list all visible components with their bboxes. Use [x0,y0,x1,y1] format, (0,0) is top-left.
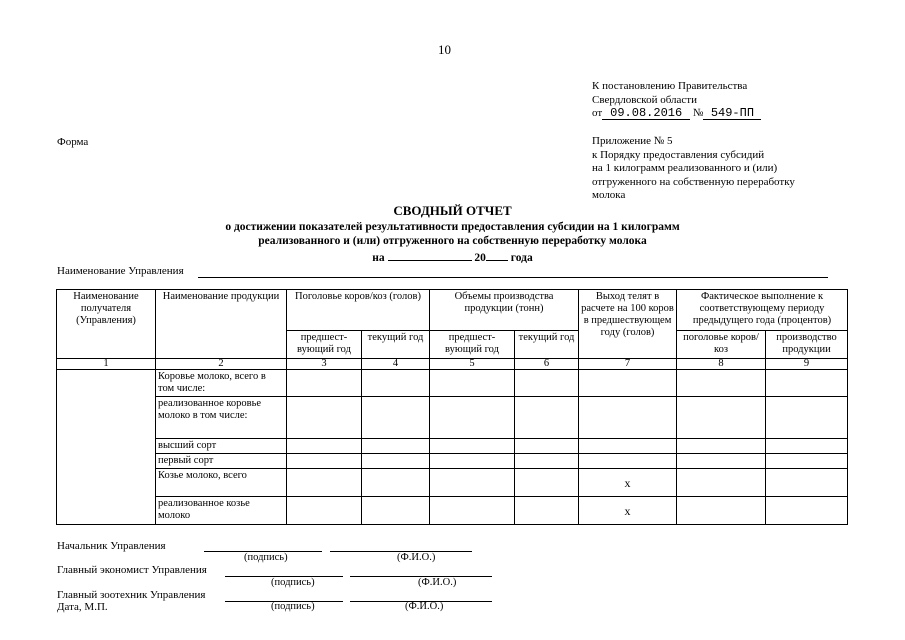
header-volumes-curr: текущий год [515,331,579,359]
head-name-caption: (Ф.И.О.) [397,552,436,563]
table-row [57,497,848,525]
data-cell[interactable] [766,454,848,469]
data-cell[interactable] [362,469,430,497]
report-table [56,289,848,525]
calves-cell[interactable] [579,439,677,454]
data-cell[interactable] [766,370,848,397]
data-cell[interactable] [515,469,579,497]
calves-cell: x [579,497,677,525]
data-cell[interactable] [362,397,430,439]
economist-name-caption: (Ф.И.О.) [418,577,457,588]
data-cell[interactable] [766,439,848,454]
data-cell[interactable] [430,469,515,497]
header-recipient: Наименование получателя (Управления) [57,290,156,359]
data-cell[interactable] [430,397,515,439]
data-cell[interactable] [515,370,579,397]
form-label: Форма [57,136,89,148]
appendix-line-3: на 1 килограмм реализованного и (или) [592,162,778,174]
column-number: 7 [579,359,677,370]
header-livestock-curr: текущий год [362,331,430,359]
column-number: 5 [430,359,515,370]
column-number-row [57,359,848,370]
decree-line-1: К постановлению Правительства [592,80,748,92]
data-cell[interactable] [515,454,579,469]
data-cell[interactable] [430,370,515,397]
report-subtitle-2: реализованного и (или) отгруженного на собственную переработку молока [258,235,647,247]
decree-line-2: Свердловской области [592,93,697,106]
date-stamp-label: Дата, М.П. [57,601,108,613]
calves-cell[interactable] [579,370,677,397]
report-title: СВОДНЫЙ ОТЧЕТ [393,203,512,218]
appendix-line-5: молока [592,189,626,201]
column-number: 3 [287,359,362,370]
report-date-line [0,249,905,264]
data-cell[interactable] [362,454,430,469]
header-volumes: Объемы производства продукции (тонн) [430,290,579,331]
product-cell: реализованное козье молоко [156,497,287,525]
header-actual: Фактическое выполнение к соответствующему периоду предыдущего года (процентов) [677,290,848,331]
header-product: Наименование продукции [156,290,287,359]
data-cell[interactable] [287,439,362,454]
decree-number-prefix: № [692,107,704,119]
appendix-line-4: отгруженного на собственную переработку [592,175,795,188]
report-date-suffix: года [510,252,533,264]
table-row [57,454,848,469]
data-cell[interactable] [766,497,848,525]
column-number: 4 [362,359,430,370]
page-number: 10 [438,42,451,57]
data-cell[interactable] [515,397,579,439]
data-cell[interactable] [677,454,766,469]
data-cell[interactable] [362,497,430,525]
product-cell: высший сорт [156,439,287,454]
product-cell: первый сорт [156,454,287,469]
data-cell[interactable] [515,439,579,454]
data-cell[interactable] [287,469,362,497]
header-livestock: Поголовье коров/коз (голов) [287,290,430,331]
data-cell[interactable] [766,397,848,439]
appendix-reference [592,135,795,203]
data-cell[interactable] [430,439,515,454]
calves-cell[interactable] [579,397,677,439]
calves-cell: x [579,469,677,497]
table-row [57,439,848,454]
data-cell[interactable] [677,497,766,525]
column-number: 2 [156,359,287,370]
table-row [57,370,848,397]
economist-signature-caption: (подпись) [271,577,315,588]
header-actual-production: производство продукции [766,331,848,359]
header-calves: Выход телят в расчете на 100 коров в предшествующем году (голов) [579,290,677,359]
data-cell[interactable] [677,469,766,497]
decree-date-line [592,107,761,121]
data-cell[interactable] [766,469,848,497]
data-cell[interactable] [287,497,362,525]
table-header-row-1 [57,290,848,331]
zootechnician-signature-caption: (подпись) [271,601,315,612]
management-name-label: Наименование Управления [57,265,184,277]
chief-economist-label: Главный экономист Управления [57,564,207,576]
data-cell[interactable] [362,370,430,397]
decree-date: 09.08.2016 [602,107,690,120]
data-cell[interactable] [362,439,430,454]
decree-date-prefix: от [592,107,603,119]
appendix-line-1: Приложение № 5 [592,135,673,147]
report-date-century: 20 [474,252,486,264]
zootechnician-name-caption: (Ф.И.О.) [405,601,444,612]
data-cell[interactable] [515,497,579,525]
management-name-field[interactable] [198,277,828,278]
data-cell[interactable] [287,397,362,439]
column-number: 9 [766,359,848,370]
column-number: 1 [57,359,156,370]
data-cell[interactable] [677,370,766,397]
data-cell[interactable] [430,497,515,525]
calves-cell[interactable] [579,454,677,469]
decree-reference [592,80,761,121]
column-number: 6 [515,359,579,370]
data-cell[interactable] [677,439,766,454]
table-row [57,469,848,497]
product-cell: Козье молоко, всего [156,469,287,497]
recipient-cell[interactable] [57,370,156,525]
column-number: 8 [677,359,766,370]
data-cell[interactable] [287,454,362,469]
header-actual-livestock: поголовье коров/коз [677,331,766,359]
data-cell[interactable] [287,370,362,397]
table-row [57,397,848,439]
report-year-blank[interactable] [486,249,508,261]
product-cell: Коровье молоко, всего в том числе: [156,370,287,397]
report-date-blank[interactable] [388,249,472,261]
data-cell[interactable] [430,454,515,469]
decree-number: 549-ПП [703,107,761,120]
product-cell: реализованное коровье молоко в том числе: [156,397,287,439]
header-livestock-prev: предшест- вующий год [287,331,362,359]
chief-zootechnician-label: Главный зоотехник Управления [57,589,206,601]
report-subtitle-1: о достижении показателей результативности предоставления субсидии на 1 килограмм [225,221,680,233]
head-signature-caption: (подпись) [244,552,288,563]
head-of-management-label: Начальник Управления [57,540,166,552]
appendix-line-2: к Порядку предоставления субсидий [592,148,765,161]
header-volumes-prev: предшест- вующий год [430,331,515,359]
report-date-prefix: на [372,252,385,264]
data-cell[interactable] [677,397,766,439]
